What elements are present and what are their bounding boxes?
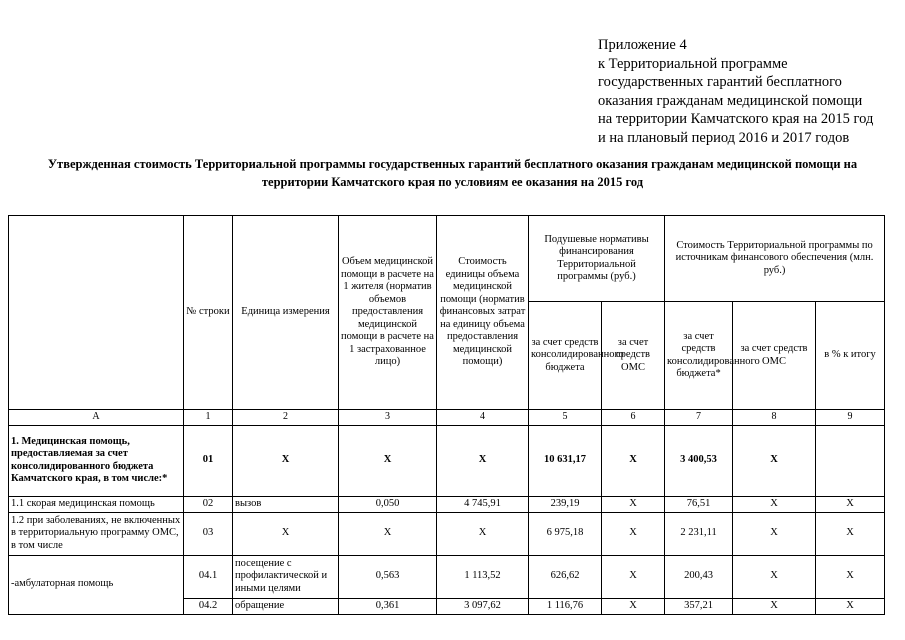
- row-oms: Х: [602, 598, 665, 614]
- table-row: [9, 425, 885, 496]
- header-oms-total: за счет средств ОМС: [733, 302, 816, 410]
- appendix-block: [598, 36, 898, 147]
- col-number: А: [9, 410, 184, 426]
- row-budget: 1 116,76: [529, 598, 602, 614]
- appendix-line: и на плановый период 2016 и 2017 годов: [598, 129, 850, 146]
- header-total-cost: Стоимость Территориальной программы по источникам финансового обеспечения (млн. руб.): [665, 216, 885, 302]
- table-row: [9, 512, 885, 555]
- row-cost: Х: [437, 425, 529, 496]
- row-volume: 0,563: [339, 555, 437, 598]
- row-cost: Х: [437, 512, 529, 555]
- row-budget-total: 357,21: [665, 598, 733, 614]
- row-no: 03: [184, 512, 233, 555]
- row-unit: Х: [233, 425, 339, 496]
- row-percent: Х: [816, 496, 885, 512]
- row-name: 1. Медицинская помощь, предоставляемая за счет консолидированного бюджета Камчатского края, в том числе:*: [9, 425, 184, 496]
- row-no: 04.2: [184, 598, 233, 614]
- row-volume: Х: [339, 512, 437, 555]
- col-number: 6: [602, 410, 665, 426]
- row-volume: 0,361: [339, 598, 437, 614]
- row-oms-total: Х: [733, 425, 816, 496]
- row-percent: Х: [816, 555, 885, 598]
- row-budget-total: 76,51: [665, 496, 733, 512]
- row-cost: 4 745,91: [437, 496, 529, 512]
- appendix-line: оказания гражданам медицинской помощи: [598, 92, 863, 109]
- row-unit: вызов: [233, 496, 339, 512]
- row-budget: 6 975,18: [529, 512, 602, 555]
- title-line: Утвержденная стоимость Территориальной программы государственных гарантий бесплатного оказания гражданам медицинской помощи на: [47, 157, 858, 171]
- row-no: 04.1: [184, 555, 233, 598]
- title-line: территории Камчатского края по условиям ее оказания на 2015 год: [261, 175, 644, 189]
- row-name: 1.2 при заболеваниях, не включенных в территориальную программу ОМС, в том числе: [9, 512, 184, 555]
- col-number: 7: [665, 410, 733, 426]
- col-number: 2: [233, 410, 339, 426]
- row-no: 02: [184, 496, 233, 512]
- row-cost: 3 097,62: [437, 598, 529, 614]
- col-number: 1: [184, 410, 233, 426]
- row-percent: [816, 425, 885, 496]
- row-oms: Х: [602, 425, 665, 496]
- cost-table: [8, 215, 885, 615]
- header-cost: Стоимость единицы объема медицинской помощи (норматив финансовых затрат на единицу объема предоставления медицинской помощи): [437, 216, 529, 410]
- row-name: 1.1 скорая медицинская помощь: [9, 496, 184, 512]
- header-percent: в % к итогу: [816, 302, 885, 410]
- row-oms-total: Х: [733, 555, 816, 598]
- row-budget-total: 3 400,53: [665, 425, 733, 496]
- header-unit: Единица измерения: [233, 216, 339, 410]
- appendix-line: к Территориальной программе: [598, 55, 788, 72]
- row-percent: Х: [816, 598, 885, 614]
- row-oms-total: Х: [733, 598, 816, 614]
- row-unit: обращение: [233, 598, 339, 614]
- row-budget: 626,62: [529, 555, 602, 598]
- row-budget-total: 200,43: [665, 555, 733, 598]
- row-cost: 1 113,52: [437, 555, 529, 598]
- header-volume: Объем медицинской помощи в расчете на 1 жителя (норматив объемов предоставления медицинской помощи в расчете на 1 застрахованное лицо): [339, 216, 437, 410]
- row-oms: Х: [602, 555, 665, 598]
- row-no: 01: [184, 425, 233, 496]
- header-oms: за счет средств ОМС: [602, 302, 665, 410]
- row-budget: 239,19: [529, 496, 602, 512]
- row-oms: Х: [602, 496, 665, 512]
- row-percent: Х: [816, 512, 885, 555]
- header-name-cell: [9, 216, 184, 410]
- row-unit: Х: [233, 512, 339, 555]
- col-number: 8: [733, 410, 816, 426]
- document-title: [12, 155, 893, 191]
- table-row: [9, 555, 885, 598]
- appendix-line: государственных гарантий бесплатного: [598, 74, 842, 90]
- row-volume: 0,050: [339, 496, 437, 512]
- column-number-row: [9, 410, 885, 426]
- header-per-capita: Подушевые нормативы финансирования Территориальной программы (руб.): [529, 216, 665, 302]
- row-budget-total: 2 231,11: [665, 512, 733, 555]
- header-row-no: № строки: [184, 216, 233, 410]
- row-name: -амбулаторная помощь: [9, 555, 184, 614]
- row-oms-total: Х: [733, 512, 816, 555]
- col-number: 4: [437, 410, 529, 426]
- header-budget-total: за счет средств консолидированного бюджета*: [665, 302, 733, 410]
- row-oms: Х: [602, 512, 665, 555]
- row-unit: посещение с профилактической и иными целями: [233, 555, 339, 598]
- row-budget: 10 631,17: [529, 425, 602, 496]
- table-row: [9, 496, 885, 512]
- row-oms-total: Х: [733, 496, 816, 512]
- header-budget: за счет средств консолидированного бюджета: [529, 302, 602, 410]
- appendix-line: на территории Камчатского края на 2015 год: [598, 111, 874, 127]
- col-number: 9: [816, 410, 885, 426]
- col-number: 3: [339, 410, 437, 426]
- col-number: 5: [529, 410, 602, 426]
- row-volume: Х: [339, 425, 437, 496]
- header-row: [9, 216, 885, 302]
- appendix-line: Приложение 4: [598, 37, 687, 53]
